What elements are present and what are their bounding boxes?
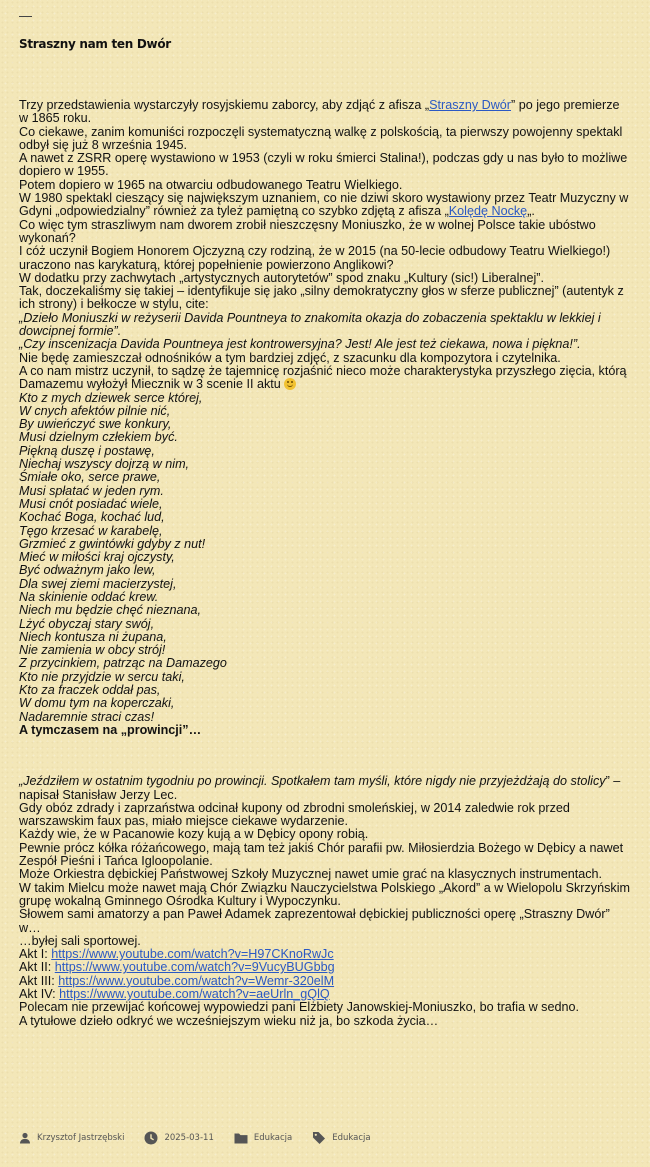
- straszny-dwor-link[interactable]: Straszny Dwór: [429, 98, 512, 112]
- act-video-link[interactable]: https://www.youtube.com/watch?v=Wemr-320elM: [58, 973, 335, 988]
- paragraph: W 1980 spektakl cieszący się największym uznaniem, co nie dziwi skoro wystawiony przez Teatr Muzyczny w Gdyni „odpowiedzialny” również za tyleż pamiętną co szybko zdjętą z afisza „Kolędę Nockę„.: [19, 191, 629, 219]
- act-video-link[interactable]: https://www.youtube.com/watch?v=H97CKnoRwJc: [51, 947, 334, 962]
- paragraph: Potem dopiero w 1965 na otwarciu odbudowanego Teatru Wielkiego.: [19, 177, 403, 192]
- quote: „Czy inscenizacja Davida Pountneya jest kontrowersyjna? Jest! Ale jest też ciekawa, nowa i piękna!”.: [19, 337, 581, 352]
- paragraph: A nawet z ZSRR operę wystawiono w 1953 (czyli w roku śmierci Stalina!), podczas gdy u nas było to możliwe dopiero w 1955.: [19, 151, 628, 179]
- poem-line: Dla swej ziemi macierzystej,: [19, 576, 177, 591]
- poem-line: Musi cnót posiadać wiele,: [19, 496, 163, 511]
- author-meta: [19, 1132, 124, 1144]
- date-link[interactable]: 2025-03-11: [164, 1133, 214, 1143]
- paragraph: W takim Mielcu może nawet mają Chór Związku Nauczycielstwa Polskiego „Akord” a w Wielopolu Skrzyńskim grupę wokalną Gminnego Ośrodka Kultury i Wypoczynku.: [19, 880, 630, 908]
- paragraph: I cóż uczynił Bogiem Honorem Ojczyzną czy rodziną, że w 2015 (na 50-lecie odbudowy Teatru Wielkiego!) uraczono nas karykaturą, której popełnienie powierzono Anglikowi?: [19, 244, 611, 272]
- category-link[interactable]: Edukacja: [253, 1133, 293, 1143]
- paragraph: Słowem sami amatorzy a pan Paweł Adamek zaprezentował dębickiej publiczności operę „Straszny Dwór” w…: [19, 907, 610, 935]
- paragraph: Nie będę zamieszczał odnośników a tym bardziej zdjęć, z szacunku dla kompozytora i czytelnika.: [19, 350, 561, 365]
- poem-line: Kto za fraczek oddał pas,: [19, 683, 161, 698]
- category-meta: [234, 1132, 292, 1144]
- paragraph: Gdy obóz zdrady i zaprzaństwa odcinał kupony od zbrodni smoleńskiej, w 2014 zaledwie rok przed warszawskim faux pas, miało miejsce ciekawe wydarzenie.: [19, 800, 570, 829]
- clock-icon: [144, 1131, 158, 1145]
- section-heading: A tymczasem na „prowincji”…: [19, 722, 202, 737]
- act-label: Akt I:: [19, 947, 52, 962]
- poem-line: Niechaj wszyscy dojrzą w nim,: [19, 457, 190, 472]
- paragraph: Tak, doczekaliśmy się takiej – identyfikuje się jako „silny demokratyczny głos w sferze publicznej” (autentyk z ich strony) i bełkocze w stylu, cite:: [19, 284, 624, 312]
- poem-line: By uwieńczyć swe konkury,: [19, 417, 172, 432]
- smiley-icon: [284, 378, 296, 390]
- person-icon: [19, 1132, 31, 1144]
- poem-line: Grzmieć z gwintówki gdyby z nut!: [19, 536, 206, 551]
- act-item: [19, 975, 631, 988]
- top-rule: [19, 16, 32, 17]
- author-link[interactable]: Krzysztof Jastrzębski: [37, 1133, 125, 1143]
- paragraph: …byłej sali sportowej.: [19, 933, 141, 948]
- post-meta: [19, 1131, 391, 1145]
- poem-line: Lżyć obyczaj stary swój,: [19, 616, 155, 631]
- poem-line: Kto z mych dziewek serce której,: [19, 390, 203, 405]
- act-label: Akt IV:: [19, 987, 60, 1001]
- quote: „Dzieło Moniuszki w reżyserii Davida Pountneya to znakomita okazja do zobaczenia spektaklu w lekkiej i dowcipnej formie”.: [19, 310, 601, 339]
- tag-meta: [312, 1131, 370, 1145]
- post-content: [19, 99, 631, 1028]
- paragraph: W dodatku przy zachwytach „artystycznych autorytetów” spod znaku „Kultury (sic!) Liberalnej”.: [19, 270, 544, 285]
- kolede-nocke-link[interactable]: Kolędę Nockę: [448, 204, 528, 219]
- poem-line: W domu tym na koperczaki,: [19, 696, 175, 711]
- act-item: [19, 948, 631, 961]
- poem-line: Nie zamienia w obcy strój!: [19, 643, 166, 658]
- act-video-link[interactable]: https://www.youtube.com/watch?v=9VucyBUGbbg: [54, 960, 335, 975]
- folder-icon: [234, 1132, 248, 1144]
- poem-line: Być odważnym jako lew,: [19, 563, 156, 578]
- poem-line: Śmiałe oko, serce prawe,: [19, 470, 161, 485]
- act-label: Akt III:: [19, 973, 59, 988]
- poem-line: Nadaremnie straci czas!: [19, 709, 155, 724]
- paragraph: A tytułowe dzieło odkryć we wcześniejszym wieku niż ja, bo szkoda życia…: [19, 1013, 439, 1028]
- poem-line: W cnych afektów pilnie nić,: [19, 403, 171, 418]
- tag-link[interactable]: Edukacja: [332, 1133, 371, 1143]
- acts-list: [19, 948, 631, 1001]
- paragraph: Może Orkiestra dębickiej Państwowej Szkoły Muzycznej nawet umie grać na klasycznych instrumentach.: [19, 867, 603, 882]
- paragraph: Co ciekawe, zanim komuniści rozpoczęli systematyczną walkę z polskością, ta pierwszy powojenny spektakl odbył się już 8 września 1945.: [19, 124, 623, 152]
- poem-line: Na skinienie oddać krew.: [19, 589, 159, 604]
- tag-icon: [312, 1131, 326, 1145]
- act-video-link[interactable]: https://www.youtube.com/watch?v=aeUrln_gQlQ: [59, 987, 330, 1001]
- paragraph: Co więc tym straszliwym nam dworem zrobił nieszczęsny Moniuszko, że w wolnej Polsce takie ubóstwo wykonań?: [19, 217, 596, 245]
- poem-line: Kochać Boga, kochać lud,: [19, 510, 165, 525]
- poem-line: Z przycinkiem, patrząc na Damazego: [19, 656, 227, 671]
- poem-line: Kto nie przyjdzie w sercu taki,: [19, 669, 185, 684]
- paragraph: A co nam mistrz uczynił, to sądzę że tajemnicę rozjaśnić nieco może charakterystyka przyszłego zięcia, którą Damazemu wyłożył Miecznik w 3 scenie II aktu: [19, 363, 627, 392]
- poem-line: Niech mu będzie chęć nieznana,: [19, 603, 202, 618]
- act-item: [19, 961, 631, 974]
- paragraph: Pewnie prócz kółka różańcowego, mają tam też jakiś Chór parafii pw. Miłosierdzia Bożego w Dębicy a nawet Zespół Pieśni i Tańca Igloopolanie.: [19, 840, 624, 869]
- post-title: Straszny nam ten Dwór: [19, 37, 171, 51]
- poem-line: Piękną duszę i postawę,: [19, 443, 155, 458]
- poem-line: Niech kontusza ni żupana,: [19, 629, 167, 644]
- act-item: [19, 988, 631, 1001]
- poem: [19, 392, 631, 724]
- date-meta: [144, 1131, 213, 1145]
- quote: „Jeździłem w ostatnim tygodniu po prowincji. Spotkałem tam myśli, które nigdy nie przyjeżdżają do stolicy” – napisał Stanisław Jerzy Lec.: [19, 774, 621, 802]
- poem-line: Tęgo krzesać w karabelę,: [19, 523, 163, 538]
- paragraph: Trzy przedstawienia wystarczyły rosyjskiemu zaborcy, aby zdjąć z afisza „Straszny Dwór” po jego premierze w 1865 roku.: [19, 98, 620, 126]
- poem-line: Musi dzielnym człekiem być.: [19, 430, 178, 445]
- poem-line: Musi spłatać w jeden rym.: [19, 483, 164, 498]
- poem-line: Mieć w miłości kraj ojczysty,: [19, 550, 175, 565]
- act-label: Akt II:: [19, 960, 55, 975]
- paragraph: Polecam nie przewijać końcowej wypowiedzi pani Elżbiety Janowskiej-Moniuszko, bo trafia w sedno.: [19, 1000, 579, 1015]
- paragraph: Każdy wie, że w Pacanowie kozy kują a w Dębicy opony robią.: [19, 827, 369, 842]
